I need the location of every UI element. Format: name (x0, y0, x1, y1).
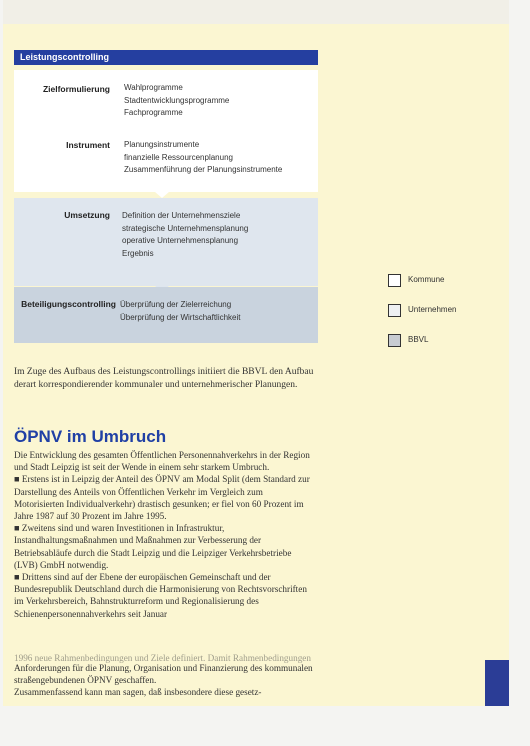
row-item: strategische Unternehmensplanung (122, 223, 249, 233)
row-label: Umsetzung (64, 210, 110, 220)
legend-label: Unternehmen (408, 305, 457, 314)
row-item: Definition der Unternehmensziele (122, 211, 241, 220)
arrow-down (148, 186, 176, 198)
paragraph: Die Entwicklung des gesamten Öffentlichen Personennahverkehrs in der Region und Stadt Leipzig ist seit der Wende in einem sehr starkem Umbruch. (14, 450, 310, 473)
legend-label: BBVL (408, 335, 429, 344)
diagram-caption: Im Zuge des Aufbaus des Leistungscontrollings initiiert die BBVL den Aufbau derart korrespondierender kommunaler und unternehmerischer Planungen. (14, 367, 314, 390)
diagram-row-zielformulierung (14, 70, 318, 130)
row-label: Instrument (66, 140, 110, 150)
legend-swatch (388, 304, 401, 317)
article-heading: ÖPNV im Umbruch (14, 427, 167, 446)
article-body (14, 449, 314, 620)
row-item: finanzielle Ressourcenplanung (124, 152, 233, 162)
legend-swatch (388, 334, 401, 347)
diagram-row-umsetzung (14, 198, 318, 286)
page-top-band (3, 0, 509, 24)
paragraph: ■ Drittens sind auf der Ebene der europäischen Gemeinschaft und der Bundesrepublik Deutschland durch die Harmonisierung von Rechtsvorschriften im Verkehrsbereich, Bahnstrukturreform und Regionalisierung des Schienenpersonennahverkehrs seit Januar (14, 572, 307, 619)
paragraph: ■ Zweitens sind und waren Investitionen in Infrastruktur, Instandhaltungsmaßnahmen und Maßnahmen zur Verbesserung der Betriebsabläufe durch die Stadt Leipzig und die Leipziger Verkehrsbetriebe (LVB) GmbH notwendig. (14, 523, 292, 570)
row-items (122, 210, 248, 260)
row-items (124, 139, 282, 177)
paragraph: ■ Erstens ist in Leipzig der Anteil des ÖPNV am Modal Split (dem Standard zur Darstellung des Anteils von Öffentlichen Verkehr im Vergleich zum Motorisierten Individualverkehr) drastisch gesunken; er fiel von 60 Prozent im Jahre 1987 auf 30 Prozent im Jahre 1995. (14, 474, 310, 522)
row-item: Zusammenführung der Planungsinstrumente (124, 165, 283, 174)
row-item: Planungsinstrumente (124, 140, 200, 149)
row-item: operative Unternehmensplanung (122, 236, 239, 245)
page-edge-tab (485, 660, 509, 706)
article-body-continued (14, 662, 314, 699)
legend-swatch (388, 274, 401, 287)
row-label: Zielformulierung (42, 84, 110, 94)
row-items (120, 299, 241, 324)
row-items (124, 82, 229, 120)
legend-label: Kommune (408, 275, 445, 284)
row-item: Wahlprogramme (124, 83, 183, 92)
row-label: Beteiligungscontrolling (21, 299, 116, 309)
diagram-row-instrument (14, 130, 318, 192)
row-item: Stadtentwicklungsprogramme (124, 95, 230, 105)
row-item: Überprüfung der Wirtschaftlichkeit (120, 312, 241, 322)
paragraph: Zusammenfassend kann man sagen, daß insbesondere diese gesetz- (14, 687, 262, 698)
diagram-title: Leistungscontrolling (14, 50, 318, 65)
diagram-row-beteiligungscontrolling (14, 287, 318, 343)
overlapping-print-line: 1996 neue Rahmenbedingungen und Ziele definiert. Damit Rahmenbedingungen (14, 653, 311, 663)
row-item: Ergebnis (122, 248, 154, 258)
row-item: Überprüfung der Zielerreichung (120, 300, 232, 309)
row-item: Fachprogramme (124, 108, 183, 117)
paragraph: Anforderungen für die Planung, Organisation und Finanzierung des kommunalen straßengebundenen ÖPNV geschaffen. (14, 663, 313, 686)
